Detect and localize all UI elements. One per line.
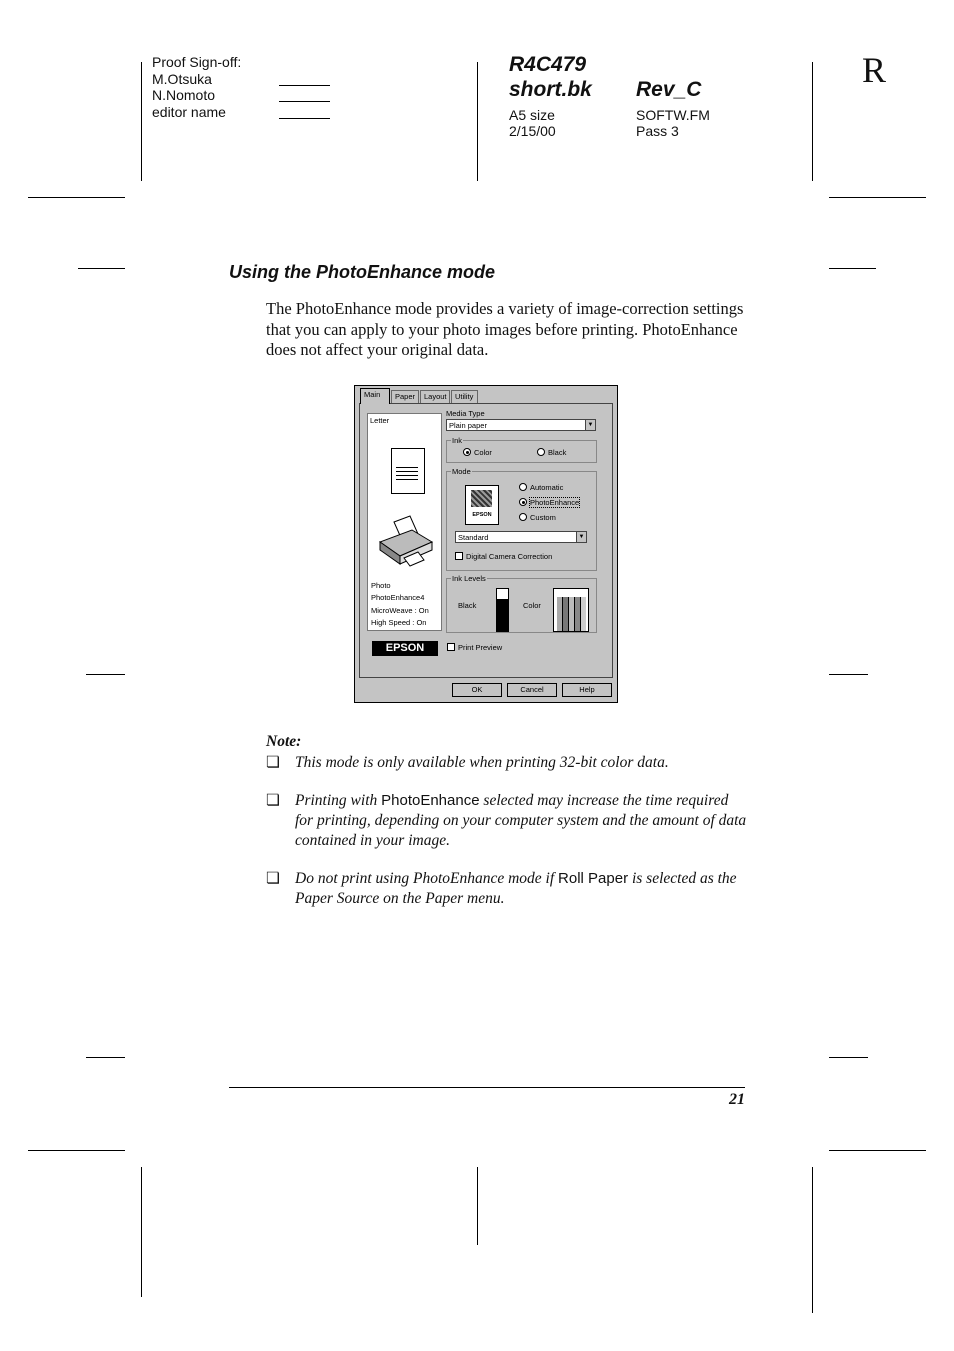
mode-group-label: Mode — [452, 467, 471, 476]
crop-mark — [86, 674, 125, 675]
chevron-down-icon[interactable]: ▼ — [585, 420, 595, 430]
radio-icon — [519, 513, 527, 521]
note-item-2: Printing with PhotoEnhance selected may increase the time required for printing, depending on your computer system and the amount of data contained in your image. — [295, 792, 747, 849]
mode-photoenhance-radio[interactable]: PhotoEnhance — [519, 498, 579, 507]
mode-custom-radio[interactable]: Custom — [519, 513, 556, 522]
corner-letter: R — [862, 50, 887, 90]
crop-mark — [141, 1167, 142, 1297]
color-ink-cartridge-icon — [553, 588, 589, 632]
chevron-down-icon[interactable]: ▼ — [576, 532, 586, 542]
cancel-button[interactable]: Cancel — [507, 683, 557, 697]
checkbox-icon — [447, 643, 455, 651]
crop-mark — [141, 62, 142, 181]
photoenhance-mode-icon — [465, 485, 499, 525]
crop-mark — [28, 1150, 125, 1151]
signer-name: editor name — [152, 103, 226, 120]
mode-icon-label: EPSON — [472, 512, 492, 518]
ink-levels-group — [446, 574, 597, 633]
radio-icon — [519, 483, 527, 491]
media-type-label: Media Type — [446, 409, 485, 418]
note-item-1: This mode is only available when printing 32-bit color data. — [295, 754, 669, 771]
radio-selected-icon — [463, 448, 471, 456]
tab-layout[interactable]: Layout — [420, 390, 450, 403]
crop-mark — [477, 62, 478, 181]
footer-rule — [229, 1087, 745, 1088]
ink-levels-label: Ink Levels — [452, 574, 486, 583]
ink-group — [446, 436, 597, 463]
print-preview-checkbox[interactable]: Print Preview — [447, 643, 502, 652]
settings-info — [371, 580, 429, 629]
crop-mark — [812, 62, 813, 181]
note-item-bullet: ❏ — [266, 754, 280, 771]
crop-mark — [829, 1150, 926, 1151]
epson-logo: EPSON — [372, 641, 438, 656]
printer-driver-dialog — [354, 385, 618, 703]
info-line: Photo — [371, 581, 391, 590]
proof-signoff-label: Proof Sign-off: — [152, 54, 242, 70]
ink-group-label: Ink — [452, 436, 463, 445]
mode-automatic-radio[interactable]: Automatic — [519, 483, 563, 492]
crop-mark — [78, 268, 125, 269]
signature-line — [279, 118, 330, 119]
page-size: A5 size — [509, 107, 555, 123]
page-number: 21 — [729, 1091, 745, 1108]
preview-paper-label: Letter — [370, 416, 390, 425]
section-title: Using the PhotoEnhance mode — [229, 262, 496, 282]
black-ink-cartridge-icon — [496, 588, 509, 632]
crop-mark — [829, 674, 868, 675]
digital-camera-checkbox[interactable]: Digital Camera Correction — [455, 552, 552, 561]
note-item-3: Do not print using PhotoEnhance mode if Roll Paper is selected as the Paper Source on the Paper menu. — [295, 870, 737, 907]
pass-number: Pass 3 — [636, 123, 679, 139]
printer-icon — [378, 514, 434, 568]
note-item-bullet: ❏ — [266, 870, 280, 887]
crop-mark — [86, 1057, 125, 1058]
ink-black-radio[interactable]: Black — [537, 448, 566, 457]
tab-utility[interactable]: Utility — [451, 390, 478, 403]
proof-signoff-block — [152, 54, 262, 120]
help-button[interactable]: Help — [562, 683, 612, 697]
tab-main[interactable]: Main — [360, 388, 390, 404]
note-heading: Note: — [266, 733, 302, 750]
book-name: short.bk — [509, 78, 592, 101]
ink-levels-black-label: Black — [458, 601, 477, 610]
paper-icon — [391, 448, 425, 494]
file-name: SOFTW.FM — [636, 107, 710, 123]
crop-mark — [829, 268, 876, 269]
signature-line — [279, 101, 330, 102]
media-type-select[interactable]: Plain paper ▼ — [446, 419, 596, 431]
tab-paper[interactable]: Paper — [391, 390, 419, 403]
crop-mark — [477, 1167, 478, 1245]
enhance-tone-select[interactable]: Standard ▼ — [455, 531, 587, 543]
crop-mark — [28, 197, 125, 198]
ink-levels-color-label: Color — [523, 601, 541, 610]
intro-paragraph: The PhotoEnhance mode provides a variety of image-correction settings that you can apply to your photo images before printing. PhotoEnhance does not affect your original data. — [266, 299, 744, 359]
signer-name: N.Nomoto — [152, 87, 216, 103]
info-line: MicroWeave : On — [371, 605, 429, 615]
checkbox-icon — [455, 552, 463, 560]
ui-term: Roll Paper — [558, 870, 629, 887]
ok-button[interactable]: OK — [452, 683, 502, 697]
revision: Rev_C — [636, 78, 702, 101]
crop-mark — [829, 197, 926, 198]
crop-mark — [812, 1167, 813, 1313]
proof-date: 2/15/00 — [509, 123, 556, 139]
settings-preview-panel — [367, 413, 442, 631]
note-item-bullet: ❏ — [266, 792, 280, 809]
ink-color-radio[interactable]: Color — [463, 448, 492, 457]
info-line: PhotoEnhance4 — [371, 593, 425, 603]
crop-mark — [829, 1057, 868, 1058]
signature-line — [279, 85, 330, 86]
mode-group — [446, 467, 597, 571]
radio-selected-icon — [519, 498, 527, 506]
ui-term: PhotoEnhance — [381, 792, 480, 809]
doc-code: R4C479 — [509, 53, 587, 76]
radio-icon — [537, 448, 545, 456]
signer-name: M.Otsuka — [152, 70, 212, 87]
info-line: High Speed : On — [371, 617, 427, 627]
